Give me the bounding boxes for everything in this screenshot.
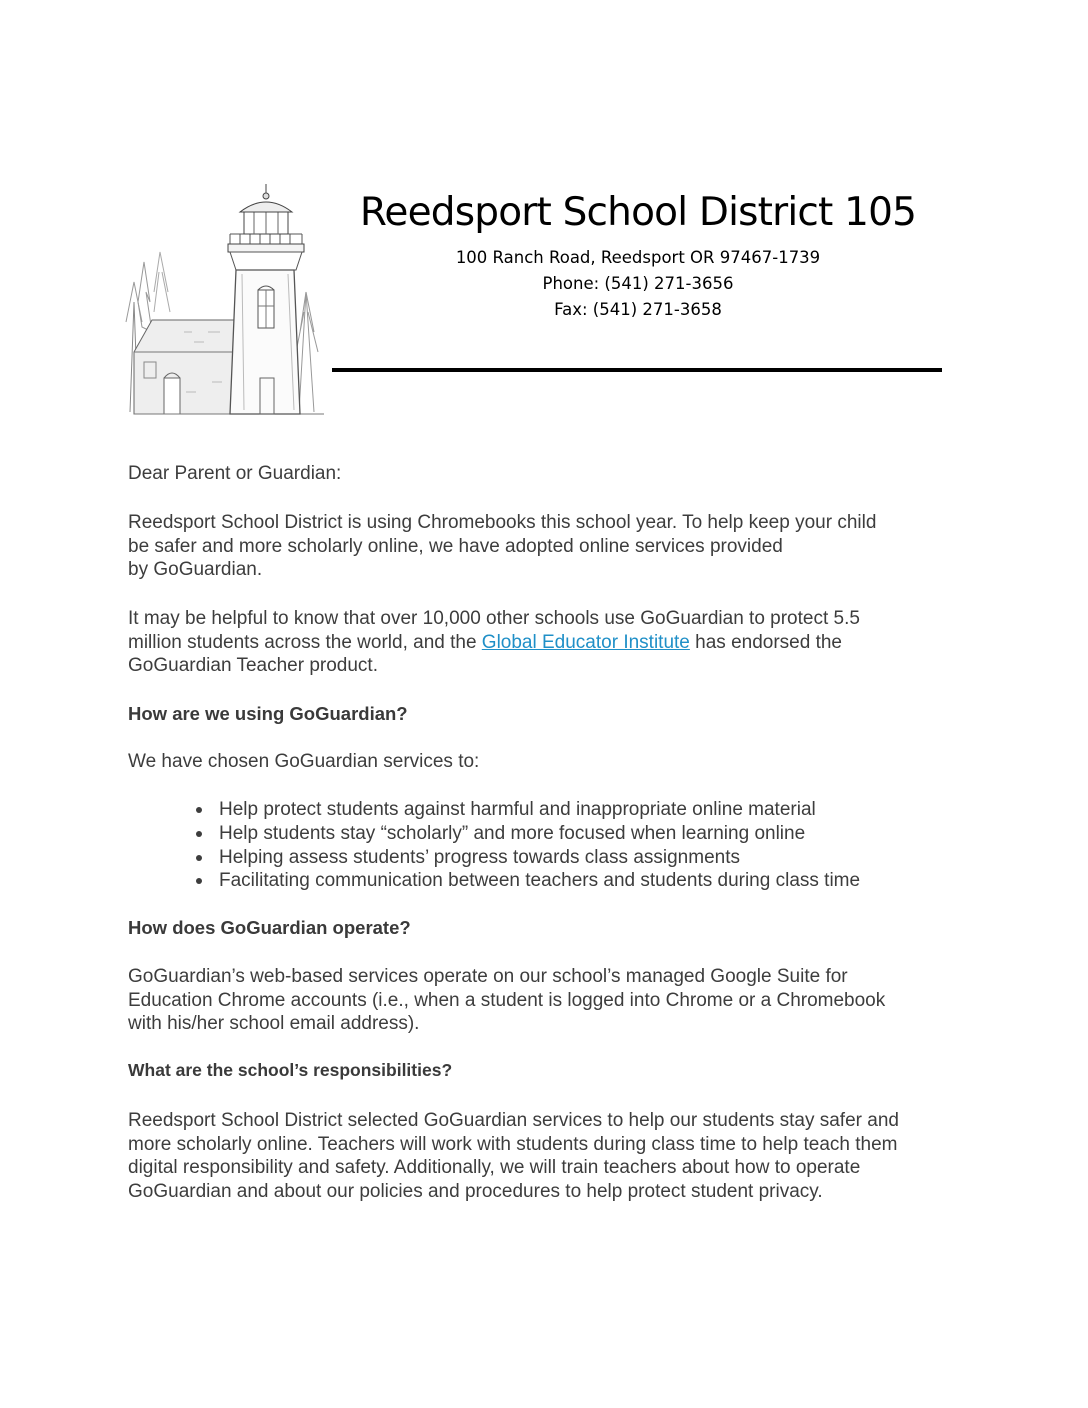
- bullet-icon: [196, 878, 202, 884]
- endorsement-line: It may be helpful to know that over 10,000 other schools use GoGuardian to protect 5.5: [128, 608, 860, 629]
- section-heading-operate: How does GoGuardian operate?: [128, 917, 411, 938]
- endorsement-line: [128, 631, 968, 655]
- responsibilities-paragraph: [128, 1109, 968, 1203]
- intro-paragraph: [128, 511, 968, 582]
- district-phone: Phone: (541) 271-3656: [542, 274, 734, 293]
- section-heading-responsibilities: What are the school’s responsibilities?: [128, 1060, 453, 1080]
- list-item-text: Help students stay “scholarly” and more focused when learning online: [219, 822, 806, 844]
- services-list: [196, 798, 860, 893]
- list-item-text: Help protect students against harmful and inappropriate online material: [219, 799, 816, 820]
- list-item: [196, 869, 860, 893]
- list-item: [196, 822, 860, 846]
- endorsement-line: GoGuardian Teacher product.: [128, 655, 378, 676]
- endorsement-text: has endorsed the: [689, 631, 842, 653]
- services-lead: We have chosen GoGuardian services to:: [128, 751, 480, 772]
- list-item: [196, 846, 860, 870]
- list-item-text: Facilitating communication between teachers and students during class time: [219, 870, 861, 892]
- operate-line: Education Chrome accounts (i.e., when a student is logged into Chrome or a Chromebook: [128, 989, 886, 1011]
- endorsement-paragraph: [128, 607, 968, 678]
- global-educator-institute-link[interactable]: Global Educator Institute: [481, 631, 690, 653]
- district-address: 100 Ranch Road, Reedsport OR 97467-1739: [455, 248, 821, 267]
- operate-line: GoGuardian’s web-based services operate on our school’s managed Google Suite for: [128, 966, 848, 987]
- operate-line: with his/her school email address).: [128, 1013, 420, 1034]
- operate-paragraph: [128, 965, 968, 1036]
- list-item-text: Helping assess students’ progress towards class assignments: [219, 846, 740, 868]
- salutation: Dear Parent or Guardian:: [128, 463, 342, 484]
- district-title: Reedsport School District 105: [359, 190, 917, 235]
- intro-line: Reedsport School District is using Chromebooks this school year. To help keep your child: [128, 512, 877, 533]
- district-fax: Fax: (541) 271-3658: [554, 300, 722, 319]
- responsibilities-line: GoGuardian and about our policies and procedures to help protect student privacy.: [128, 1180, 823, 1202]
- bullet-icon: [196, 831, 202, 837]
- responsibilities-line: digital responsibility and safety. Additionally, we will train teachers about how to operate: [128, 1157, 861, 1178]
- bullet-icon: [196, 807, 202, 813]
- section-heading-using: How are we using GoGuardian?: [128, 703, 408, 724]
- list-item: [196, 798, 860, 822]
- header-divider: [332, 368, 942, 372]
- responsibilities-line: more scholarly online. Teachers will work with students during class time to help teach them: [128, 1133, 898, 1155]
- bullet-icon: [196, 855, 202, 861]
- intro-line: be safer and more scholarly online, we have adopted online services provided: [128, 535, 783, 557]
- intro-line: by GoGuardian.: [128, 559, 263, 580]
- lighthouse-sketch-icon: [124, 182, 332, 418]
- endorsement-text: million students across the world, and the: [128, 631, 482, 653]
- responsibilities-line: Reedsport School District selected GoGuardian services to help our students stay safer and: [128, 1110, 899, 1131]
